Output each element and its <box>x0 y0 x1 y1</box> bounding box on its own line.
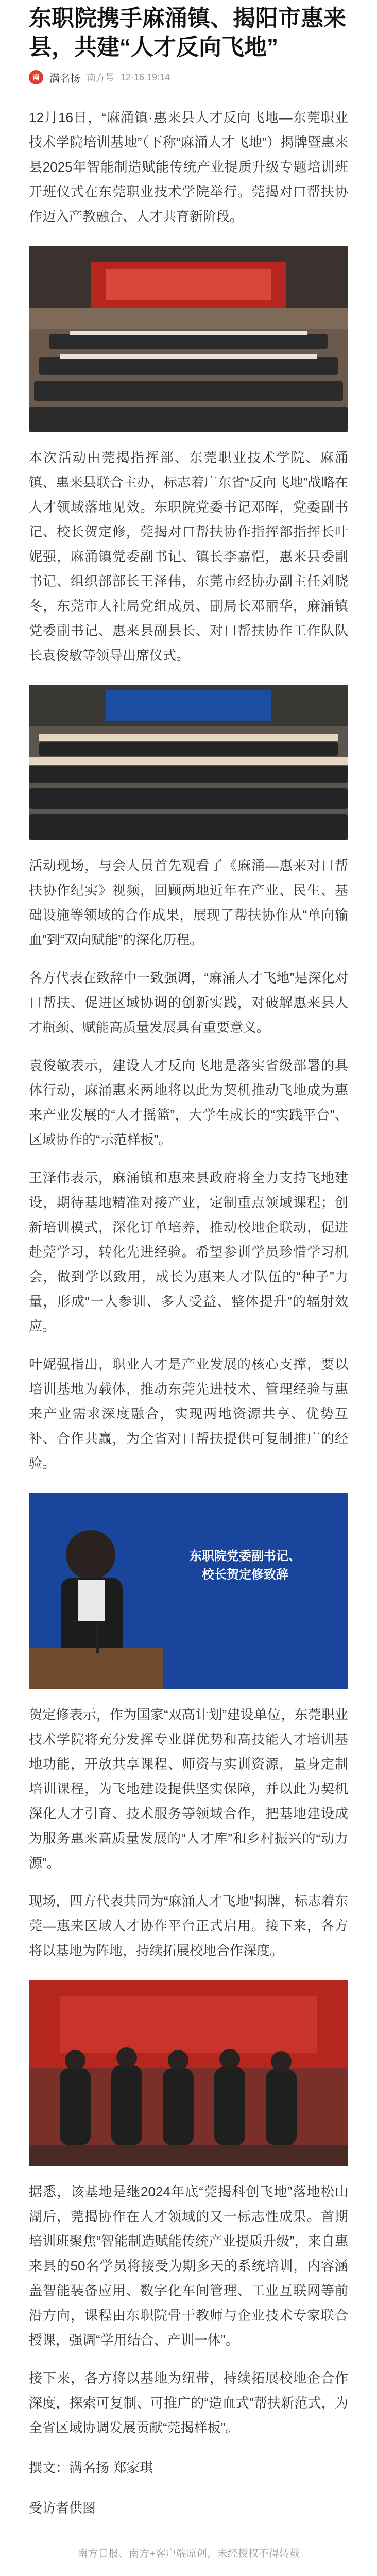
photo-credit: 受访者供图 <box>29 2500 96 2516</box>
photo-speaker <box>29 1493 348 1689</box>
article-photo[interactable] <box>29 1980 348 2166</box>
photo-hall-wide <box>29 246 348 432</box>
author-avatar[interactable]: 南 <box>29 70 43 84</box>
article-credit: 撰文：满名扬 郑家琪 <box>29 2460 153 2476</box>
speaker-banner-line1: 东职院党委副书记、 <box>190 1549 301 1563</box>
article-paragraph: 叶妮强指出，职业人才是产业发展的核心支撑，要以培训基地为载体，推动东莞先进技术、管理经验与惠来产业需求深度融合，实现两地资源共享、优势互补、合作共赢，为全省对口帮扶提供可复制推广的经验。 <box>29 1357 348 1471</box>
article-paragraph: 本次活动由莞揭指挥部、东莞职业技术学院、麻涌镇、惠来县联合主办，标志着广东省“反向飞地”战略在人才领域落地见效。东职院党委书记邓晖，党委副书记、校长贺定修，莞揭对口帮扶协作指挥部指挥长叶妮强，麻涌镇党委副书记、镇长李嘉恺，惠来县委副书记、组织部部长王泽伟，东莞市经协办副主任刘晓冬，东莞市人社局党组成员、副局长邓丽华，麻涌镇党委副书记、惠来县副县长、对口帮扶协作工作队队长袁俊敏等领导出席仪式。 <box>29 450 348 663</box>
article-paragraph: 袁俊敏表示，建设人才反向飞地是落实省级部署的具体行动，麻涌惠来两地将以此为契机推动飞地成为惠来产业发展的“人才摇篮”，大学生成长的“实践平台”、区域协作的“示范样板”。 <box>29 1058 348 1147</box>
article-paragraph: 接下来，各方将以基地为纽带，持续拓展校地企合作深度，探索可复制、可推广的“造血式”帮扶新范式，为全省区域协调发展贡献“莞揭样板”。 <box>29 2370 348 2435</box>
source-badge: 南方号 <box>87 73 114 83</box>
article-paragraph: 贺定修表示，作为国家“双高计划”建设单位，东莞职业技术学院将充分发挥专业群优势和高技能人才培训基地功能，开放共享课程、师资与实训资源，量身定制培训课程，为飞地建设提供坚实保障，并以此为契机深化人才引育、技术服务等领域合作，把基地建设成为服务惠来高质量发展的“人才库”和乡村振兴的“动力源”。 <box>29 1707 348 1871</box>
article-paragraph: 现场，四方代表共同为“麻涌人才飞地”揭牌，标志着东莞—惠来区域人才协作平台正式启用。接下来，各方将以基地为阵地，持续拓展校地合作深度。 <box>29 1893 348 1958</box>
author-name[interactable]: 满名扬 <box>49 73 80 84</box>
article-paragraph: 各方代表在致辞中一致强调，“麻涌人才飞地”是深化对口帮扶、促进区域协调的创新实践，对破解惠来县人才瓶颈、赋能高质量发展具有重要意义。 <box>29 970 348 1035</box>
article-photo[interactable] <box>29 685 348 840</box>
speaker-banner-line2: 校长贺定修致辞 <box>202 1568 288 1582</box>
article-paragraph: 12月16日，“麻涌镇·惠来县人才反向飞地—东莞职业技术学院培训基地”（下称“麻涌人才飞地”）揭牌暨惠来县2025年智能制造赋能传统产业提质升级专题培训班开班仪式在东莞职业技术学院举行。莞揭对口帮扶协作迈入产教融合、人才共育新阶段。 <box>29 110 348 224</box>
article-title: 东职院携手麻涌镇、揭阳市惠来县，共建“人才反向飞地” <box>29 6 346 60</box>
article-paragraph: 活动现场，与会人员首先观看了《麻涌—惠来对口帮扶协作纪实》视频，回顾两地近年在产业、民生、基础设施等领域的合作成果，展现了帮扶协作从“单向输血”到“双向赋能”的深化历程。 <box>29 858 348 947</box>
article-paragraph: 王泽伟表示，麻涌镇和惠来县政府将全力支持飞地建设，期待基地精准对接产业，定制重点领域课程；创新培训模式，深化订单培养，推动校地企联动，促进赴莞学习，转化先进经验。希望参训学员珍惜学习机会，做到学以致用，成长为惠来人才队伍的“种子”力量，形成“一人参训、多人受益、整体提升”的辐射效应。 <box>29 1170 348 1334</box>
author-meta <box>29 67 348 88</box>
photo-hall-audience <box>29 685 348 840</box>
publish-time: 12-16 19:14 <box>121 72 170 82</box>
photo-unveiling <box>29 1980 348 2166</box>
copyright-note: 南方日报、南方+客户端原创，未经授权不得转载 <box>77 2548 300 2560</box>
article-paragraph: 据悉，该基地是继2024年底“莞揭科创飞地”落地松山湖后，莞揭协作在人才领域的又一标志性成果。首期培训班聚焦“智能制造赋能传统产业提质升级”，来自惠来县的50名学员将接受为期多天的系统培训，内容涵盖智能装备应用、数字化车间管理、工业互联网等前沿方向，课程由东职院骨干教师与企业技术专家联合授课，强调“学用结合、产训一体”。 <box>29 2184 348 2348</box>
article-photo[interactable] <box>29 246 348 432</box>
article-photo[interactable] <box>29 1493 348 1689</box>
